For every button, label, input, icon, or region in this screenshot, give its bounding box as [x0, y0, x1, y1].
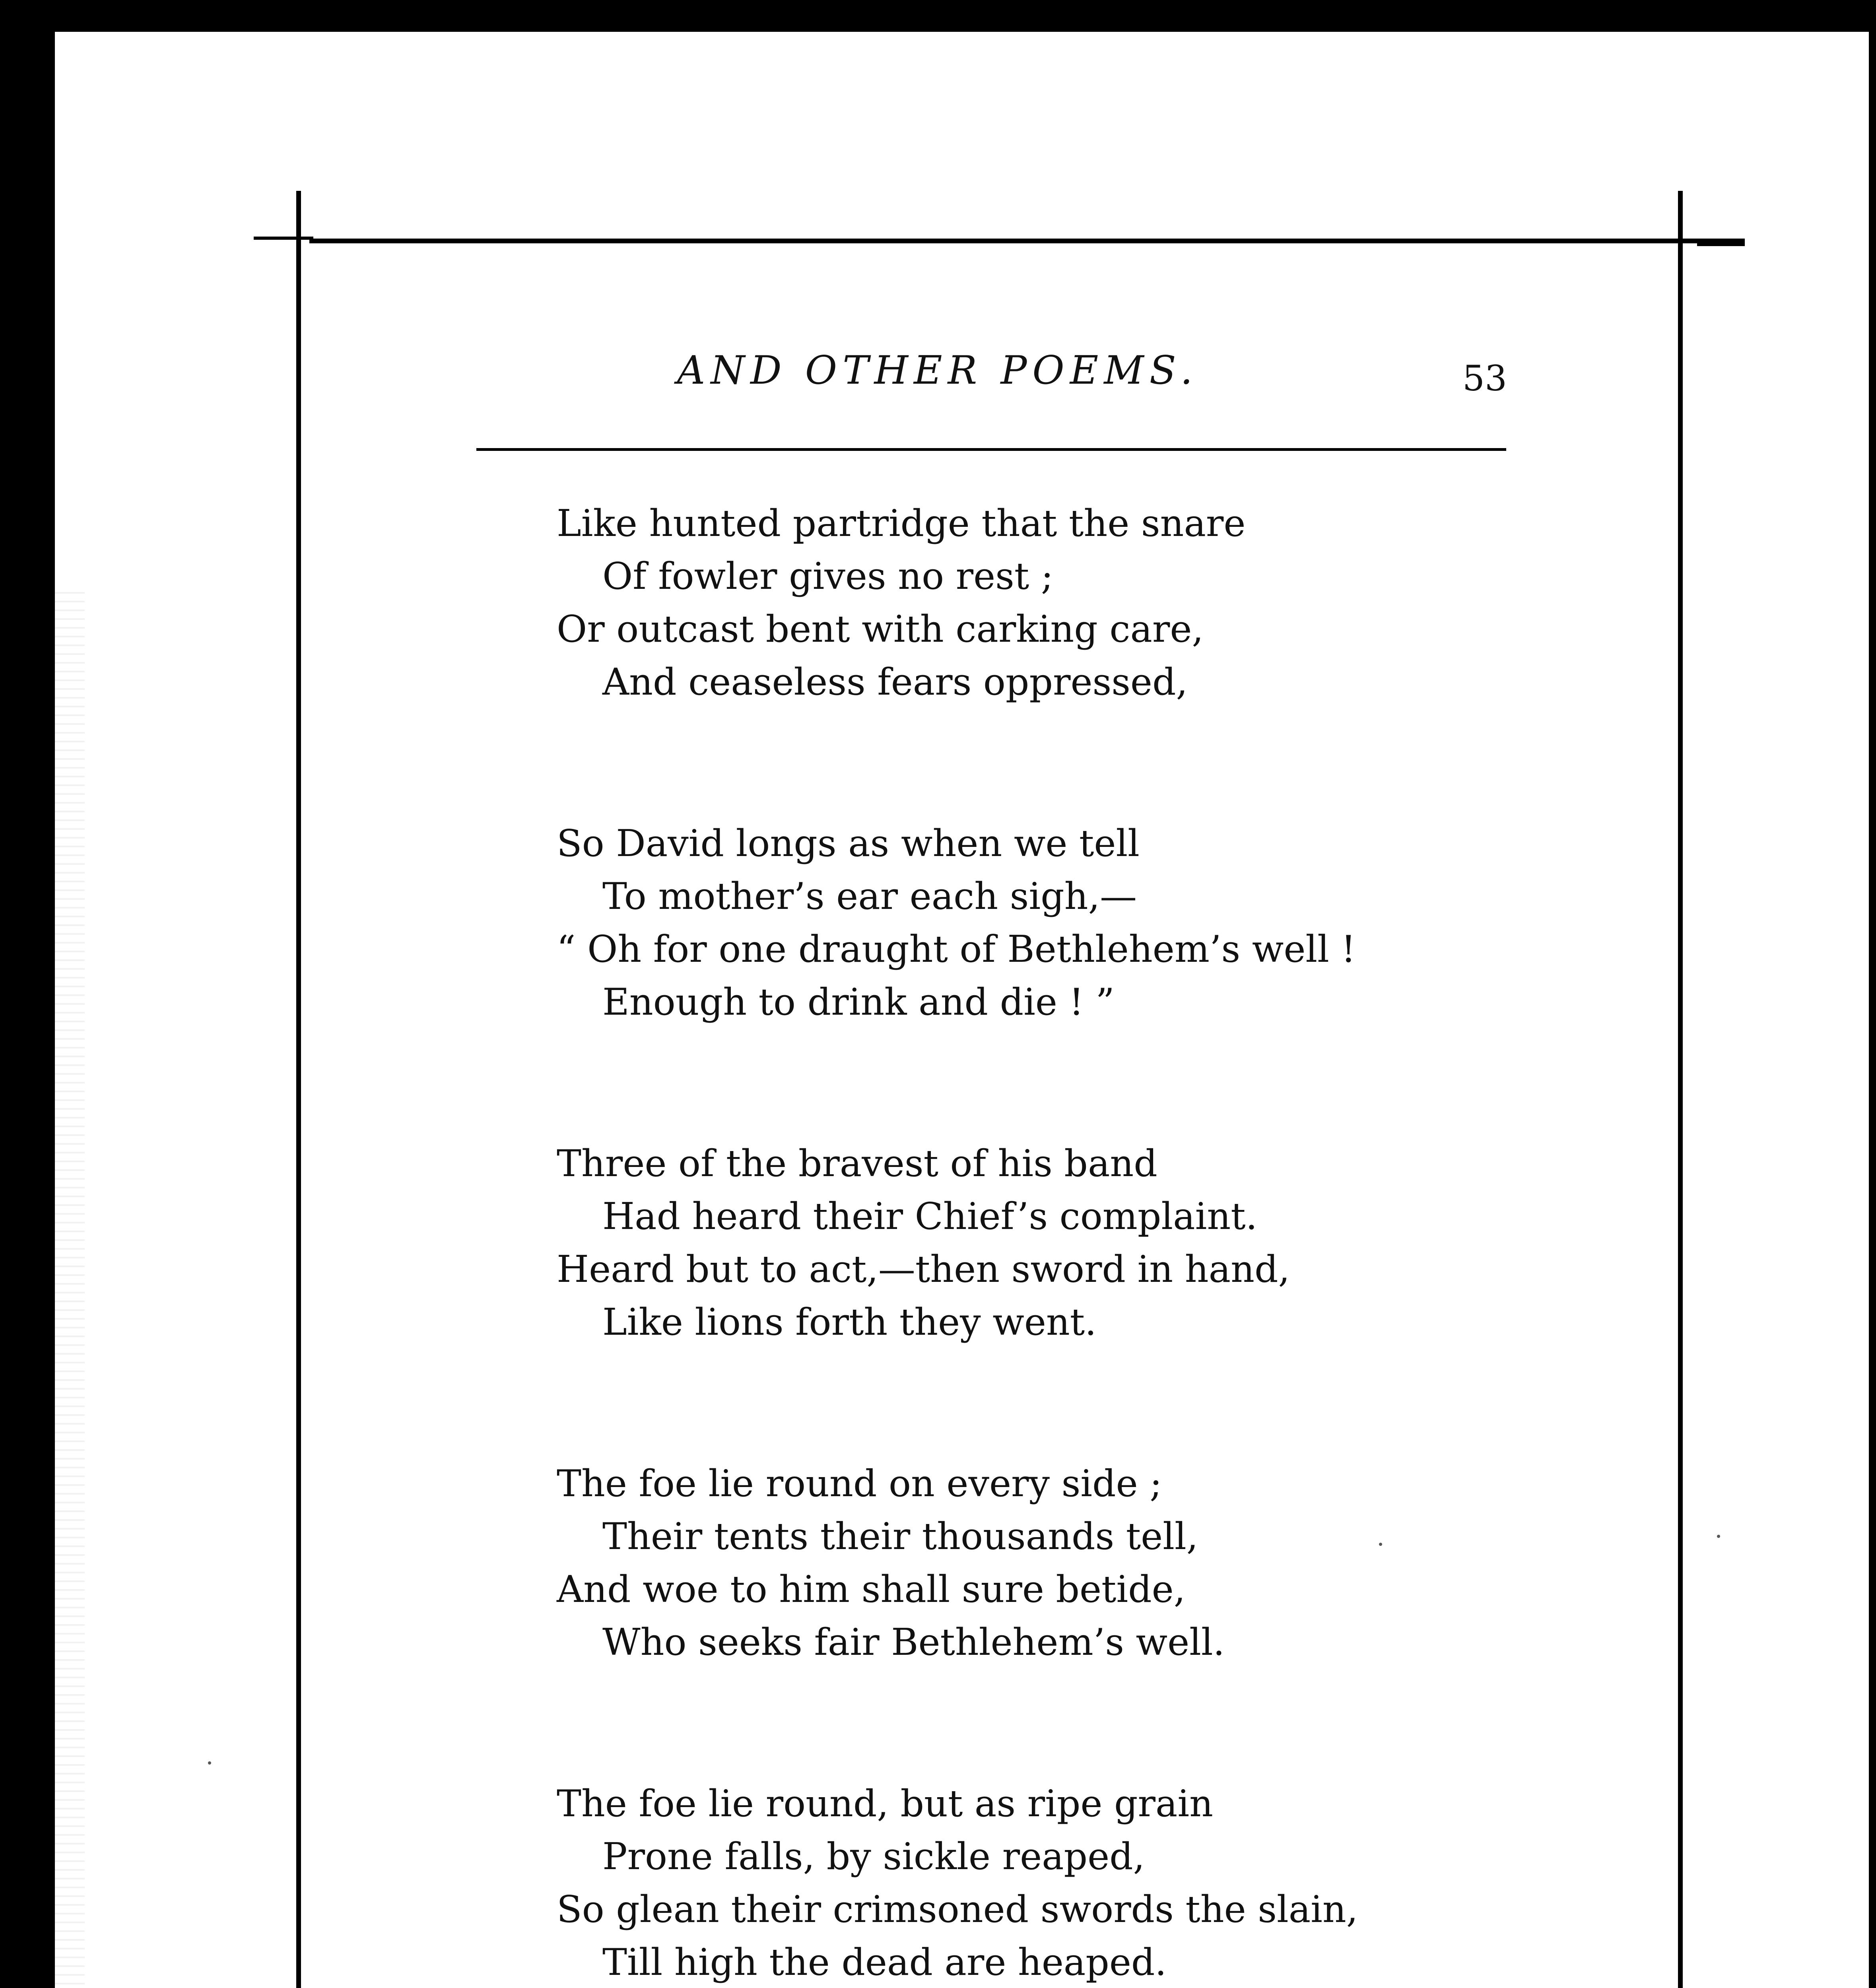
stanza	[557, 1457, 1551, 1777]
verse-line: Their tents their thousands tell,	[602, 1515, 1198, 1558]
header-rule	[476, 448, 1506, 451]
verse-line: “ Oh for one draught of Bethlehem’s well !	[557, 928, 1356, 971]
verse-line: The foe lie round on every side ;	[557, 1462, 1162, 1505]
verse-line: Who seeks fair Bethlehem’s well.	[602, 1621, 1225, 1664]
frame-right-rule	[1678, 191, 1683, 1988]
verse-line: Had heard their Chief’s complaint.	[602, 1195, 1258, 1238]
stanza	[557, 1137, 1551, 1457]
verse-line: Of fowler gives no rest ;	[602, 555, 1054, 598]
frame-top-rule	[309, 239, 1745, 243]
print-speck	[208, 1761, 211, 1765]
poem-body	[557, 497, 1551, 1988]
print-speck	[1379, 1543, 1382, 1546]
verse-line: Like hunted partridge that the snare	[557, 502, 1246, 545]
stanza	[557, 497, 1551, 817]
verse-line: Three of the bravest of his band	[557, 1142, 1157, 1185]
verse-line: Heard but to act,—then sword in hand,	[557, 1248, 1290, 1291]
verse-line: Enough to drink and die ! ”	[602, 980, 1115, 1023]
verse-line: And woe to him shall sure betide,	[557, 1568, 1186, 1611]
stanza	[557, 1777, 1551, 1988]
verse-line: The foe lie round, but as ripe grain	[557, 1782, 1214, 1825]
verse-line: To mother’s ear each sigh,—	[602, 875, 1137, 918]
verse-line: Prone falls, by sickle reaped,	[602, 1835, 1145, 1878]
running-title: AND OTHER POEMS.	[677, 348, 1198, 393]
page-number: 53	[1462, 358, 1507, 399]
frame-top-left-extension	[254, 237, 313, 240]
verse-line: Or outcast bent with carking care,	[557, 608, 1204, 650]
page-sheet	[55, 32, 1869, 1988]
verse-line: So glean their crimsoned swords the slain,	[557, 1888, 1358, 1931]
verse-line: Till high the dead are heaped.	[602, 1941, 1167, 1984]
frame-left-rule	[296, 191, 301, 1988]
print-speck	[1717, 1535, 1720, 1538]
verse-line: Like lions forth they went.	[602, 1301, 1097, 1343]
verse-line: And ceaseless fears oppressed,	[602, 660, 1188, 703]
frame-top-right-extension	[1697, 241, 1745, 246]
verse-line: So David longs as when we tell	[557, 822, 1140, 865]
stanza	[557, 817, 1551, 1137]
binding-edge	[55, 588, 85, 1988]
